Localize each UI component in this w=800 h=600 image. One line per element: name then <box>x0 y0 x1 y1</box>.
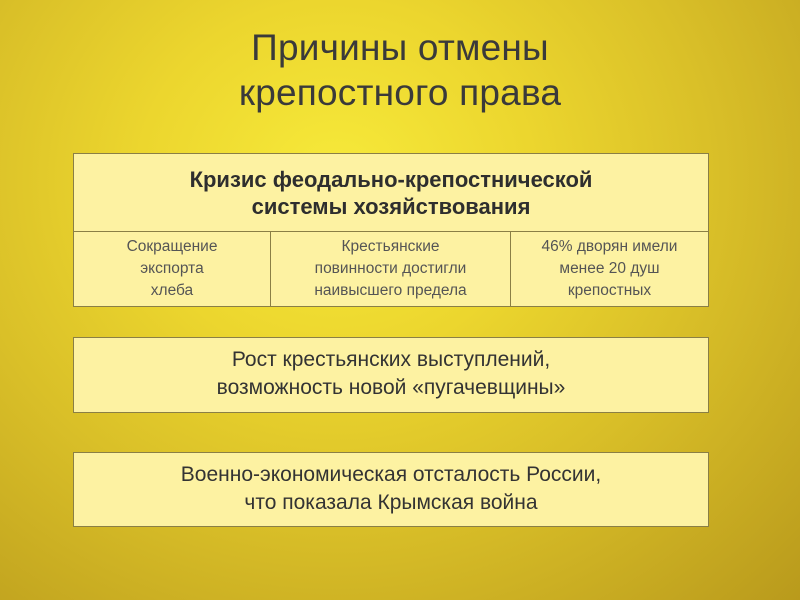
backwardness-line1: Военно-экономическая отсталость России, <box>180 463 602 486</box>
slide-title-line2: крепостного права <box>238 72 562 113</box>
slide-title <box>0 25 800 115</box>
crisis-block <box>73 153 709 307</box>
crisis-heading-line1: Кризис феодально-крепостнической <box>189 167 593 192</box>
factor-cell-export <box>74 232 270 306</box>
factor-line: крепостных <box>567 282 652 299</box>
slide-title-line1: Причины отмены <box>251 27 549 68</box>
crisis-heading-line2: системы хозяйствования <box>251 194 531 219</box>
factor-line: экспорта <box>140 260 204 277</box>
factor-line: менее 20 душ <box>559 260 660 277</box>
crisis-heading <box>74 154 708 232</box>
factor-line: хлеба <box>150 282 194 299</box>
backwardness-line2: что показала Крымская война <box>244 491 538 514</box>
peasant-unrest-line2: возможность новой «пугачевщины» <box>216 376 566 399</box>
factor-line: Сокращение <box>126 238 218 255</box>
factor-line: наивысшего предела <box>314 282 467 299</box>
peasant-unrest-line1: Рост крестьянских выступлений, <box>231 348 551 371</box>
peasant-unrest-block <box>73 337 709 413</box>
backwardness-text <box>74 453 708 517</box>
factor-line: 46% дворян имели <box>541 238 678 255</box>
factor-line: Крестьянские <box>341 238 440 255</box>
factor-cell-duties <box>270 232 510 306</box>
factor-line: повинности достигли <box>314 260 467 277</box>
crisis-factors <box>74 232 708 306</box>
peasant-unrest-text <box>74 338 708 402</box>
backwardness-block <box>73 452 709 527</box>
factor-cell-nobility <box>510 232 708 306</box>
